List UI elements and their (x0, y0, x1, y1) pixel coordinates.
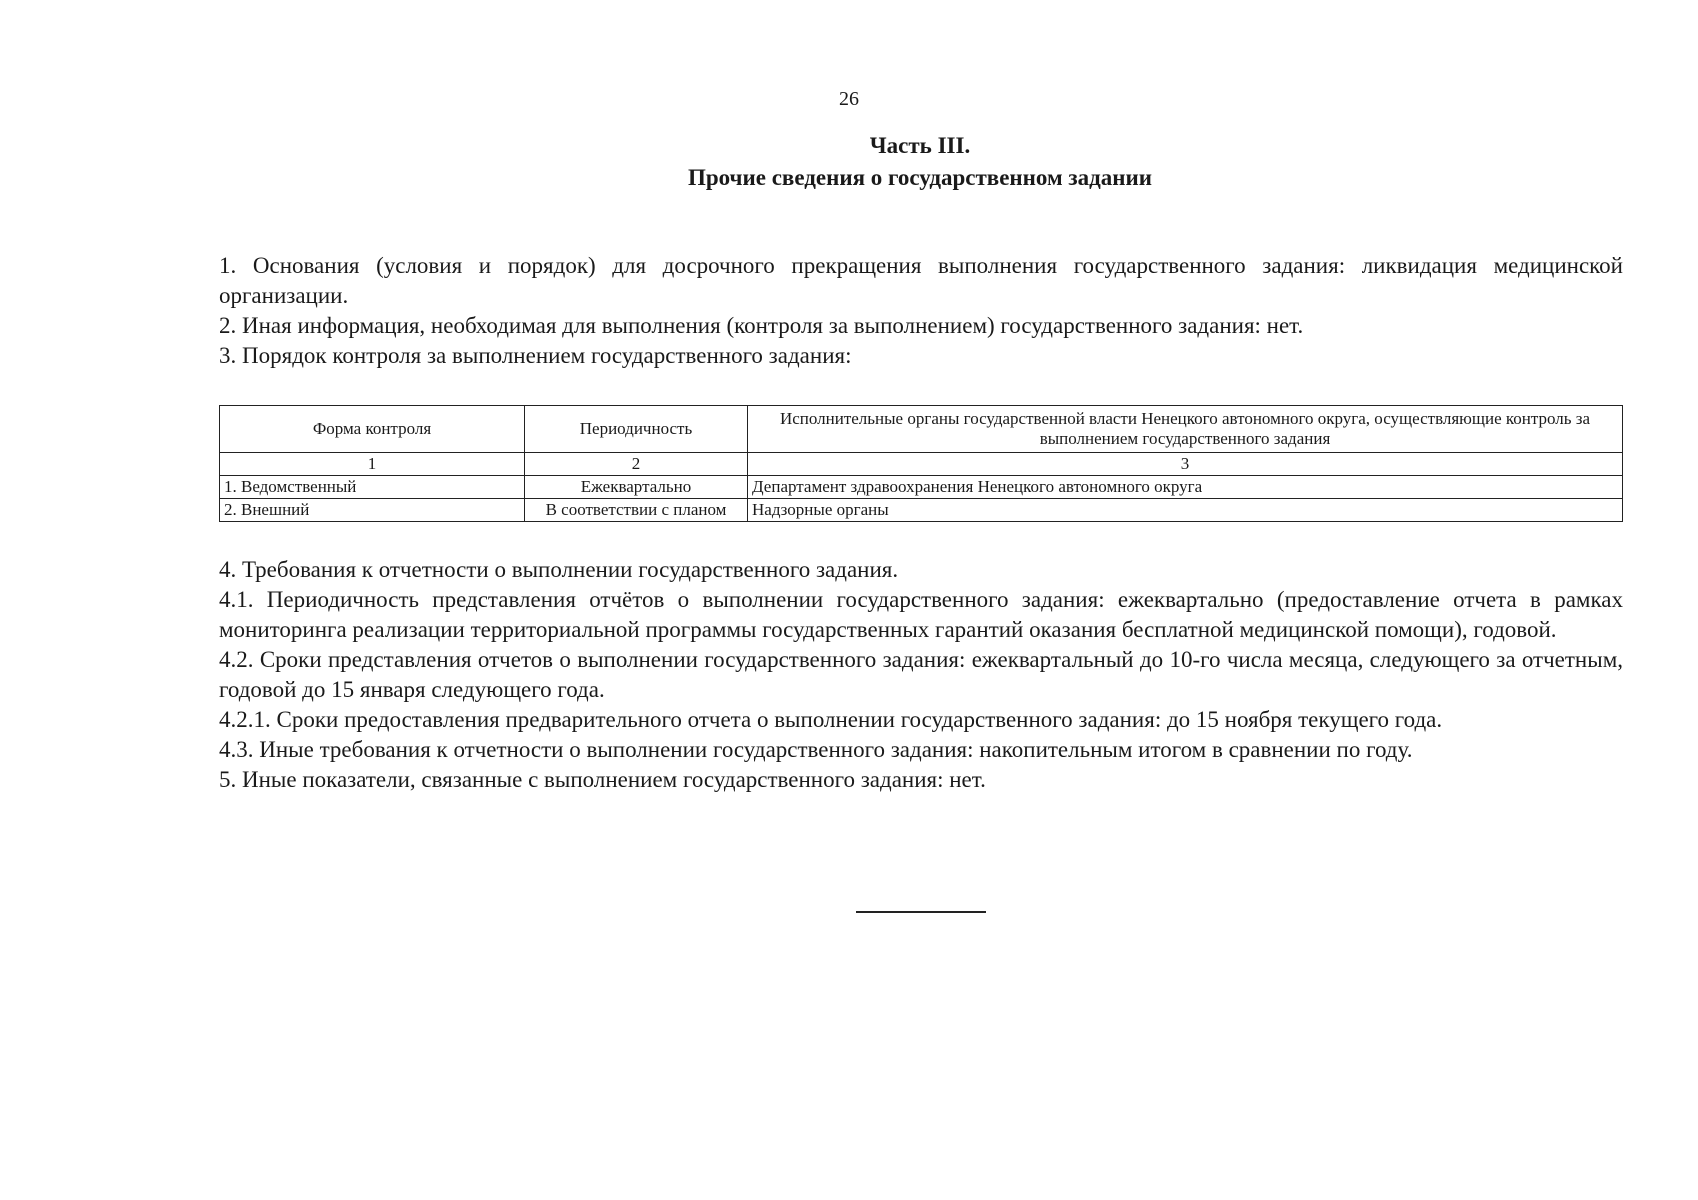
control-table (219, 405, 1623, 522)
cell-periodicity: В соответствии с планом (525, 499, 748, 522)
paragraph-4-2-1: 4.2.1. Сроки предоставления предварительного отчета о выполнении государственного задания: до 15 ноября текущего года. (219, 707, 1443, 732)
end-separator-line (856, 911, 986, 913)
paragraph-4-2: 4.2. Сроки представления отчетов о выполнении государственного задания: ежеквартальный до 10-го числа месяца, следующего за отчетным, годовой до 15 января следующего года. (219, 647, 1623, 702)
paragraph-4-3: 4.3. Иные требования к отчетности о выполнении государственного задания: накопительным итогом в сравнении по году. (219, 737, 1413, 762)
table-column-numbers (220, 453, 1623, 476)
table-row (220, 499, 1623, 522)
table-header-row (220, 406, 1623, 453)
paragraph-2: 2. Иная информация, необходимая для выполнения (контроля за выполнением) государственного задания: нет. (219, 313, 1304, 338)
column-number: 2 (525, 453, 748, 476)
cell-authority: Департамент здравоохранения Ненецкого автономного округа (748, 476, 1623, 499)
table-row (220, 476, 1623, 499)
cell-authority: Надзорные органы (748, 499, 1623, 522)
paragraph-3: 3. Порядок контроля за выполнением государственного задания: (219, 343, 852, 368)
part-heading: Часть III. (869, 133, 971, 158)
top-paragraphs (219, 251, 1623, 371)
cell-periodicity: Ежеквартально (525, 476, 748, 499)
column-number: 3 (748, 453, 1623, 476)
header-control-form: Форма контроля (220, 406, 525, 453)
section-title: Прочие сведения о государственном задании (687, 165, 1153, 190)
paragraph-1: 1. Основания (условия и порядок) для досрочного прекращения выполнения государственного задания: ликвидация медицинской организации. (219, 253, 1623, 308)
paragraph-4: 4. Требования к отчетности о выполнении государственного задания. (219, 557, 899, 582)
page-number: 26 (839, 88, 859, 110)
bottom-paragraphs (219, 555, 1623, 795)
header-authorities: Исполнительные органы государственной власти Ненецкого автономного округа, осуществляющие контроль за выполнением государственного задания (748, 406, 1623, 453)
paragraph-5: 5. Иные показатели, связанные с выполнением государственного задания: нет. (219, 767, 986, 792)
column-number: 1 (220, 453, 525, 476)
paragraph-4-1: 4.1. Периодичность представления отчётов о выполнении государственного задания: ежеквартально (предоставление отчета в рамках мониторинга реализации территориальной программы государственных гарантий оказания бесплатной медицинской помощи), годовой. (219, 587, 1623, 642)
cell-control-form: 2. Внешний (220, 499, 525, 522)
cell-control-form: 1. Ведомственный (220, 476, 525, 499)
header-periodicity: Периодичность (525, 406, 748, 453)
